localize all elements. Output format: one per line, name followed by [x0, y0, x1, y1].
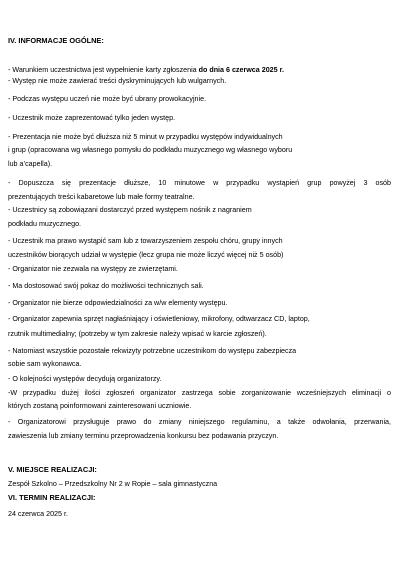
info-line-4: - Uczestnik może zaprezentować tylko jeden występ. [8, 114, 176, 122]
section-v-heading: V. MIEJSCE REALIZACJI: [8, 465, 97, 474]
info-line-22: -W przypadku dużej ilości zgłoszeń organizator zastrzega sobie zorganizowanie wcześniejszych eliminacji o [8, 389, 391, 397]
info-line-18: rzutnik multimedialny; (potrzeby w tym zakresie należy wpisać w karcie zgłoszeń). [8, 330, 267, 338]
info-line-19: - Natomiast wszystkie pozostałe rekwizyty potrzebne uczestnikom do występu zabezpiecza [8, 347, 297, 355]
info-line-13: uczestników biorących udział w występie (lecz grupa nie może liczyć więcej niż 5 osób) [8, 251, 284, 259]
info-line-9: prezentujących treści kabaretowe lub małe formy teatralne. [8, 193, 195, 201]
info-line-2: - Występ nie może zawierać treści dyskryminujących lub wulgarnych. [8, 77, 227, 85]
info-line-23: których zostaną poinformowani zainteresowani uczniowie. [8, 402, 192, 410]
info-line-12: - Uczestnik ma prawo wystąpić sam lub z towarzyszeniem zespołu chóru, grupy innych [8, 237, 283, 245]
info-line-3: - Podczas występu uczeń nie może być ubrany prowokacyjnie. [8, 95, 207, 103]
section-iv-heading: IV. INFORMACJE OGÓLNE: [8, 36, 104, 45]
info-line-15: - Ma dostosować swój pokaz do możliwości technicznych sali. [8, 282, 204, 290]
deadline-text: do dnia 6 czerwca 2025 r. [198, 66, 284, 74]
info-line-25: zawieszenia lub zmiany terminu przeprowadzenia konkursu bez podawania przyczyn. [8, 432, 279, 440]
info-line-24: - Organizatorowi przysługuje prawo do zmiany niniejszego regulaminu, a także odwołania, przerwania, [8, 418, 391, 426]
info-line-10: - Uczestnicy są zobowiązani dostarczyć przed występem nośnik z nagraniem [8, 206, 252, 214]
info-line-5: - Prezentacja nie może być dłuższa niż 5 minut w przypadku występów indywidualnych [8, 133, 283, 141]
date-text: 24 czerwca 2025 r. [8, 510, 68, 518]
info-line-17: - Organizator zapewnia sprzęt nagłaśniający i oświetleniowy, mikrofony, odtwarzacz CD, laptop, [8, 315, 310, 323]
location-text: Zespół Szkolno – Przedszkolny Nr 2 w Ropie – sala gimnastyczna [8, 480, 218, 488]
info-line-8: - Dopuszcza się prezentacje dłuższe, 10 minutowe w przypadku wystąpień grup powyżej 3 osób [8, 179, 391, 187]
info-line-16: - Organizator nie bierze odpowiedzialności za w/w elementy występu. [8, 299, 228, 307]
info-line-21: - O kolejności występów decydują organizatorzy. [8, 375, 162, 383]
info-line-6: i grup (opracowana wg własnego pomysłu do podkładu muzycznego wg własnego wyboru [8, 146, 293, 154]
info-line-1 [8, 66, 284, 75]
info-line-11: podkładu muzycznego. [8, 220, 82, 228]
info-line-20: sobie sam wykonawca. [8, 360, 82, 368]
info-line-14: - Organizator nie zezwala na występy ze zwierzętami. [8, 265, 178, 273]
section-vi-heading: VI. TERMIN REALIZACJI: [8, 493, 96, 502]
info-line-7: lub a’capella). [8, 160, 53, 168]
info-line-1-text: - Warunkiem uczestnictwa jest wypełnienie karty zgłoszenia [8, 66, 199, 74]
